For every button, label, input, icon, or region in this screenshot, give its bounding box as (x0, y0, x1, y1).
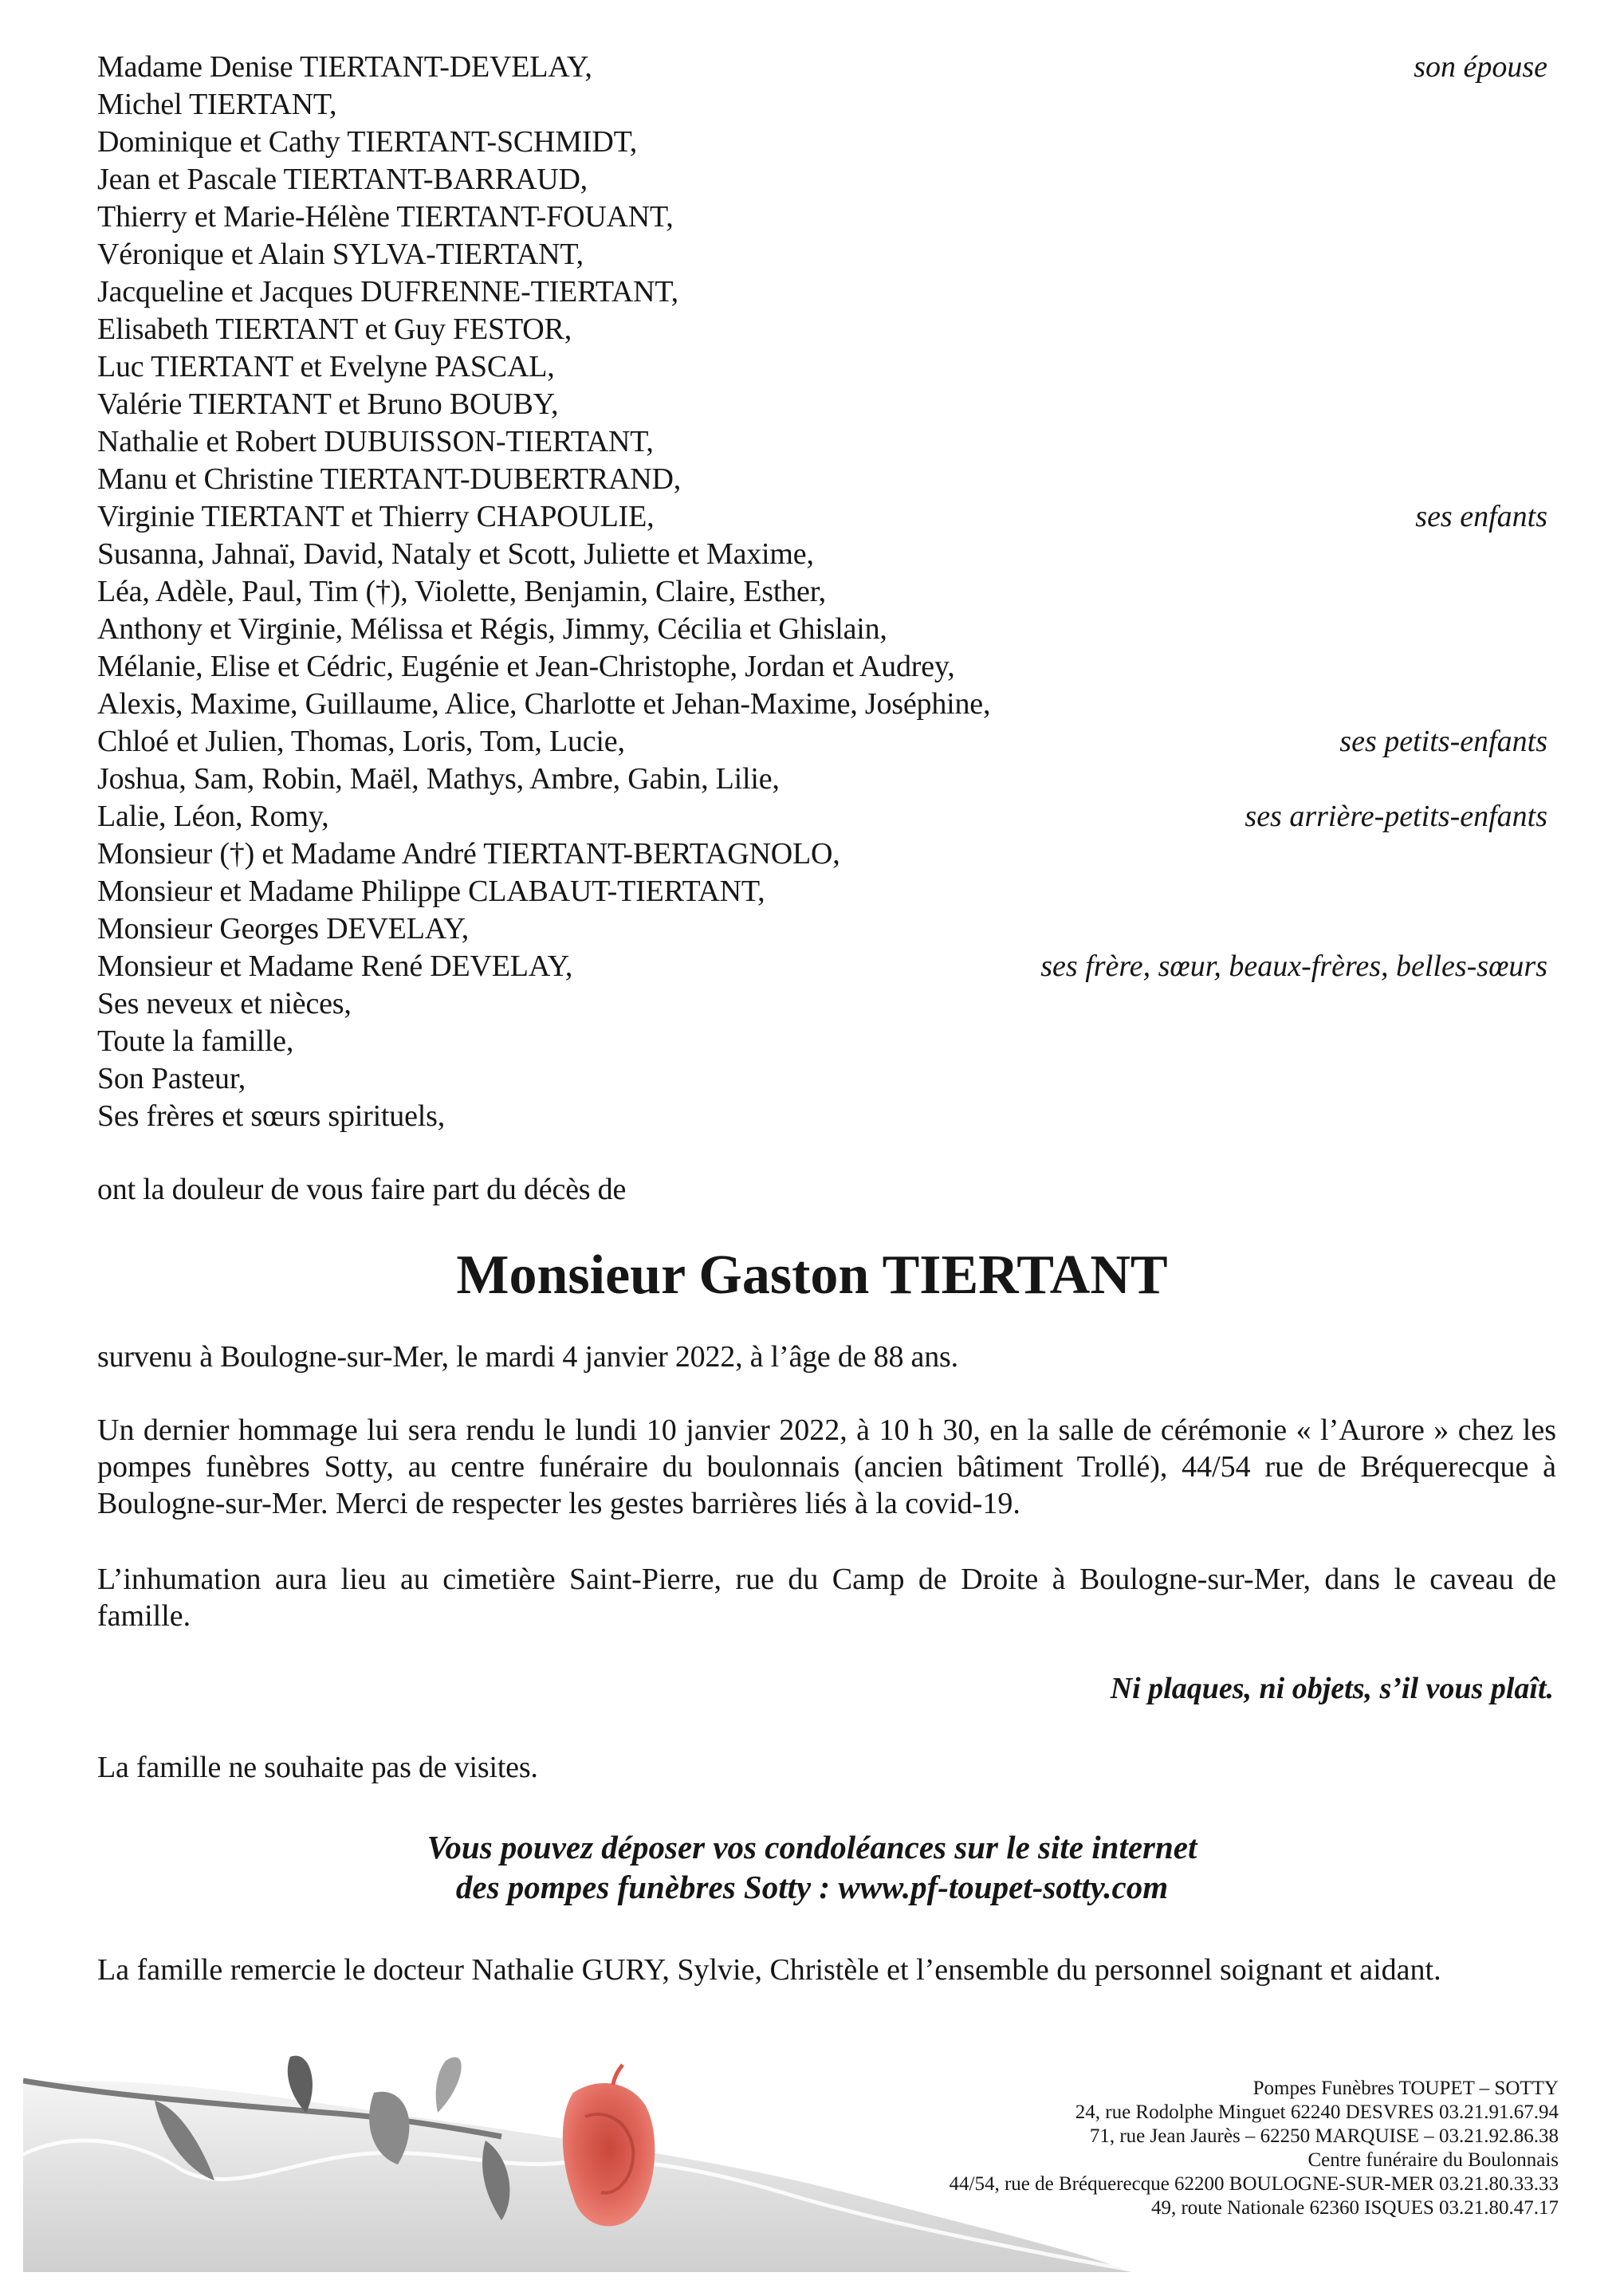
rose-bloom (563, 2083, 655, 2226)
footer-line: Pompes Funèbres TOUPET – SOTTY (1252, 2078, 1559, 2099)
condolences-block (0, 1827, 1624, 1907)
family-member-line: Ses frères et sœurs spirituels, (97, 1099, 445, 1133)
family-member-line: Valérie TIERTANT et Bruno BOUBY, (97, 387, 559, 421)
family-member-line: Chloé et Julien, Thomas, Loris, Tom, Lucie, (97, 725, 625, 758)
family-member-line: Thierry et Marie-Hélène TIERTANT-FOUANT, (97, 200, 674, 234)
family-member-line: Jacqueline et Jacques DUFRENNE-TIERTANT, (97, 275, 678, 309)
family-member-line: Joshua, Sam, Robin, Maël, Mathys, Ambre, Gabin, Lilie, (97, 762, 780, 796)
relation-label: ses enfants (1415, 500, 1547, 533)
condolences-line-2: des pompes funèbres Sotty : www.pf-toupet-sotty.com (455, 1869, 1169, 1905)
death-info: survenu à Boulogne-sur-Mer, le mardi 4 janvier 2022, à l’âge de 88 ans. (97, 1340, 958, 1374)
ceremony-paragraph: Un dernier hommage lui sera rendu le lundi 10 janvier 2022, à 10 h 30, en la salle de cérémonie « l’Aurore » chez les pompes funèbres Sotty, au centre funéraire du boulonnais (ancien bâtiment Trollé), 44/54 rue de Bréquerecque à Boulogne-sur-Mer. Merci de respecter les gestes barrières liés à la covid-19. (97, 1413, 1556, 1520)
family-member-line: Nathalie et Robert DUBUISSON-TIERTANT, (97, 425, 654, 458)
family-member-line: Véronique et Alain SYLVA-TIERTANT, (97, 238, 584, 271)
family-member-line: Alexis, Maxime, Guillaume, Alice, Charlotte et Jehan-Maxime, Joséphine, (97, 687, 991, 721)
footer-line: 44/54, rue de Bréquerecque 62200 BOULOGNE-SUR-MER 03.21.80.33.33 (949, 2173, 1559, 2195)
no-visits-note: La famille ne souhaite pas de visites. (97, 1751, 538, 1784)
family-member-line: Susanna, Jahnaï, David, Nataly et Scott, Juliette et Maxime, (97, 537, 814, 571)
relation-label: ses petits-enfants (1339, 725, 1547, 758)
family-member-line: Monsieur et Madame René DEVELAY, (97, 949, 573, 983)
family-member-line: Léa, Adèle, Paul, Tim (†), Violette, Benjamin, Claire, Esther, (97, 575, 826, 608)
family-member-line: Monsieur (†) et Madame André TIERTANT-BERTAGNOLO, (97, 837, 840, 871)
family-member-line: Madame Denise TIERTANT-DEVELAY, (97, 50, 592, 84)
footer-line: Centre funéraire du Boulonnais (1307, 2149, 1559, 2171)
family-member-line: Elisabeth TIERTANT et Guy FESTOR, (97, 313, 572, 346)
relation-label: ses frère, sœur, beaux-frères, belles-sœurs (1040, 949, 1547, 983)
family-member-line: Lalie, Léon, Romy, (97, 800, 329, 833)
family-member-line: Son Pasteur, (97, 1062, 246, 1095)
family-member-line: Jean et Pascale TIERTANT-BARRAUD, (97, 163, 588, 196)
family-member-line: Luc TIERTANT et Evelyne PASCAL, (97, 350, 555, 383)
family-member-line: Monsieur et Madame Philippe CLABAUT-TIERTANT, (97, 875, 765, 908)
family-member-line: Mélanie, Elise et Cédric, Eugénie et Jean-Christophe, Jordan et Audrey, (97, 650, 955, 683)
family-member-line: Dominique et Cathy TIERTANT-SCHMIDT, (97, 125, 638, 159)
condolences-line-1: Vous pouvez déposer vos condoléances sur le site internet (427, 1829, 1197, 1866)
family-member-line: Monsieur Georges DEVELAY, (97, 912, 470, 946)
deceased-name: Monsieur Gaston TIERTANT (456, 1244, 1168, 1306)
family-member-line: Virginie TIERTANT et Thierry CHAPOULIE, (97, 500, 655, 533)
footer-line: 24, rue Rodolphe Minguet 62240 DESVRES 03.21.91.67.94 (1075, 2101, 1559, 2123)
footer-line: 71, rue Jean Jaurès – 62250 MARQUISE – 03.21.92.86.38 (1089, 2125, 1559, 2147)
funeral-home-contacts (950, 2077, 1559, 2220)
family-member-line: Ses neveux et nièces, (97, 987, 352, 1020)
family-member-line: Anthony et Virginie, Mélissa et Régis, Jimmy, Cécilia et Ghislain, (97, 612, 887, 646)
leaf-icon (436, 2057, 462, 2113)
no-flowers-note: Ni plaques, ni objets, s’il vous plaît. (1110, 1672, 1554, 1705)
thanks-paragraph: La famille remercie le docteur Nathalie GURY, Sylvie, Christèle et l’ensemble du personnel soignant et aidant. (97, 1953, 1441, 1987)
relation-label: ses arrière-petits-enfants (1245, 800, 1547, 833)
family-member-line: Toute la famille, (97, 1024, 294, 1058)
family-member-line: Michel TIERTANT, (97, 88, 337, 121)
footer-line: 49, route Nationale 62360 ISQUES 03.21.80.47.17 (1150, 2197, 1559, 2219)
family-member-line: Manu et Christine TIERTANT-DUBERTRAND, (97, 462, 682, 496)
announcement-text: ont la douleur de vous faire part du décès de (97, 1173, 627, 1206)
relation-label: son épouse (1414, 50, 1547, 84)
burial-paragraph: L’inhumation aura lieu au cimetière Saint-Pierre, rue du Camp de Droite à Boulogne-sur-Mer, dans le caveau de famille. (97, 1563, 1556, 1633)
